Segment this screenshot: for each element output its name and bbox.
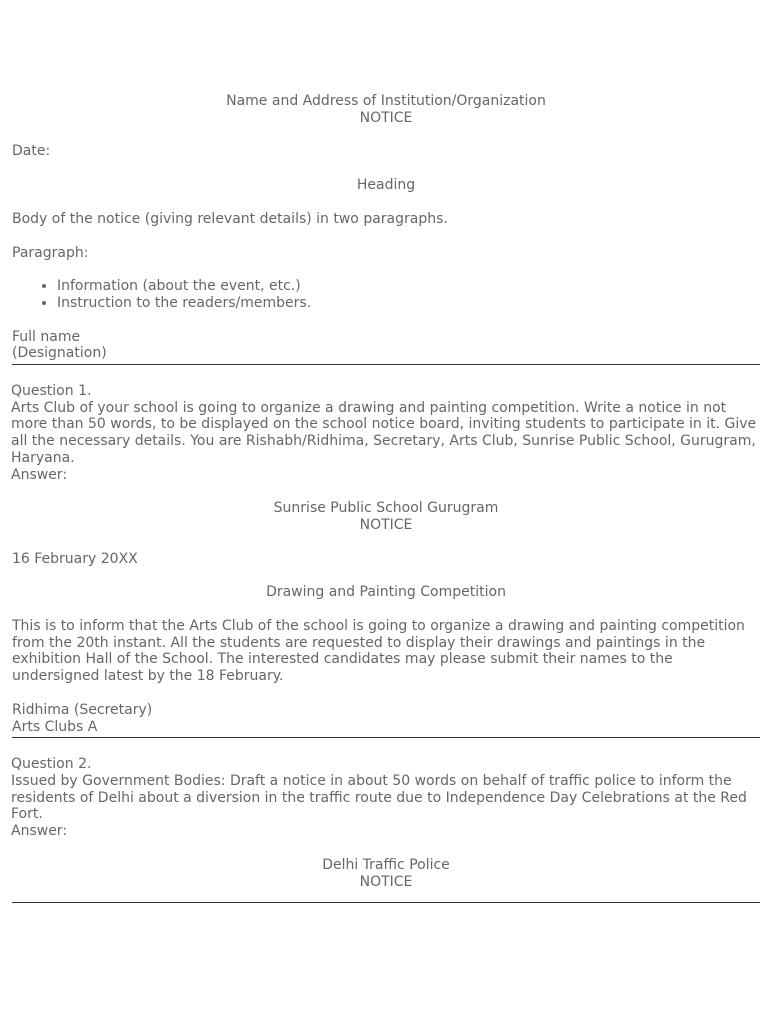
question-2-text: Issued by Government Bodies: Draft a notice in about 50 words on behalf of traffic police to inform the residents of Delhi about a diversion in the traffic route due to Independence Day Celebrations at the Red Fort. xyxy=(11,772,747,823)
question-1-text: Arts Club of your school is going to organize a drawing and painting competition. Write a notice in not more than 50 words, to be displayed on the school notice board, inviting students to participate in it. Give all the necessary details. You are Rishabh/Ridhima, Secretary, Arts Club, Sunrise Public School, Gurugram, Haryana. xyxy=(11,399,757,466)
institution-line: Name and Address of Institution/Organization xyxy=(226,93,546,109)
answer-1-signature-designation: Arts Clubs A xyxy=(12,718,98,735)
document-content xyxy=(12,93,760,903)
divider xyxy=(12,364,760,365)
answer-1-signature-name: Ridhima (Secretary) xyxy=(12,701,153,718)
signature-designation: (Designation) xyxy=(12,345,107,362)
answer-1-heading: Drawing and Painting Competition xyxy=(266,584,506,601)
paragraph-label: Paragraph: xyxy=(12,244,89,261)
list-item: • Information (about the event, etc.) xyxy=(57,278,760,295)
question-2-label: Question 2. xyxy=(11,756,92,773)
signature-name: Full name xyxy=(12,328,81,345)
question-2-section xyxy=(12,756,760,903)
list-item: • Instruction to the readers/members. xyxy=(57,295,760,312)
notice-label: NOTICE xyxy=(359,109,413,126)
answer-2-institution: Delhi Traffic Police xyxy=(322,856,450,873)
answer-2-notice-label: NOTICE xyxy=(359,873,413,890)
divider xyxy=(12,737,760,738)
bullet-list xyxy=(12,278,760,311)
answer-1-label: Answer: xyxy=(11,466,68,483)
heading-label: Heading xyxy=(356,177,416,194)
answer-2-label: Answer: xyxy=(11,823,68,840)
body-description: Body of the notice (giving relevant details) in two paragraphs. xyxy=(12,210,448,227)
answer-1-date: 16 February 20XX xyxy=(12,550,138,567)
divider xyxy=(12,902,760,903)
date-label: Date: xyxy=(12,143,51,160)
question-1-section xyxy=(12,383,760,738)
notice-format-template xyxy=(12,93,760,365)
answer-1-body: This is to inform that the Arts Club of the school is going to organize a drawing and painting competition from the 20th instant. All the students are requested to display their drawings and paintings in the exhibition Hall of the School. The interested candidates may please submit their names to the undersigned latest by the 18 February. xyxy=(12,618,745,685)
question-1-label: Question 1. xyxy=(11,383,92,400)
answer-1-notice-label: NOTICE xyxy=(359,516,413,533)
answer-1-institution: Sunrise Public School Gurugram xyxy=(273,500,499,517)
